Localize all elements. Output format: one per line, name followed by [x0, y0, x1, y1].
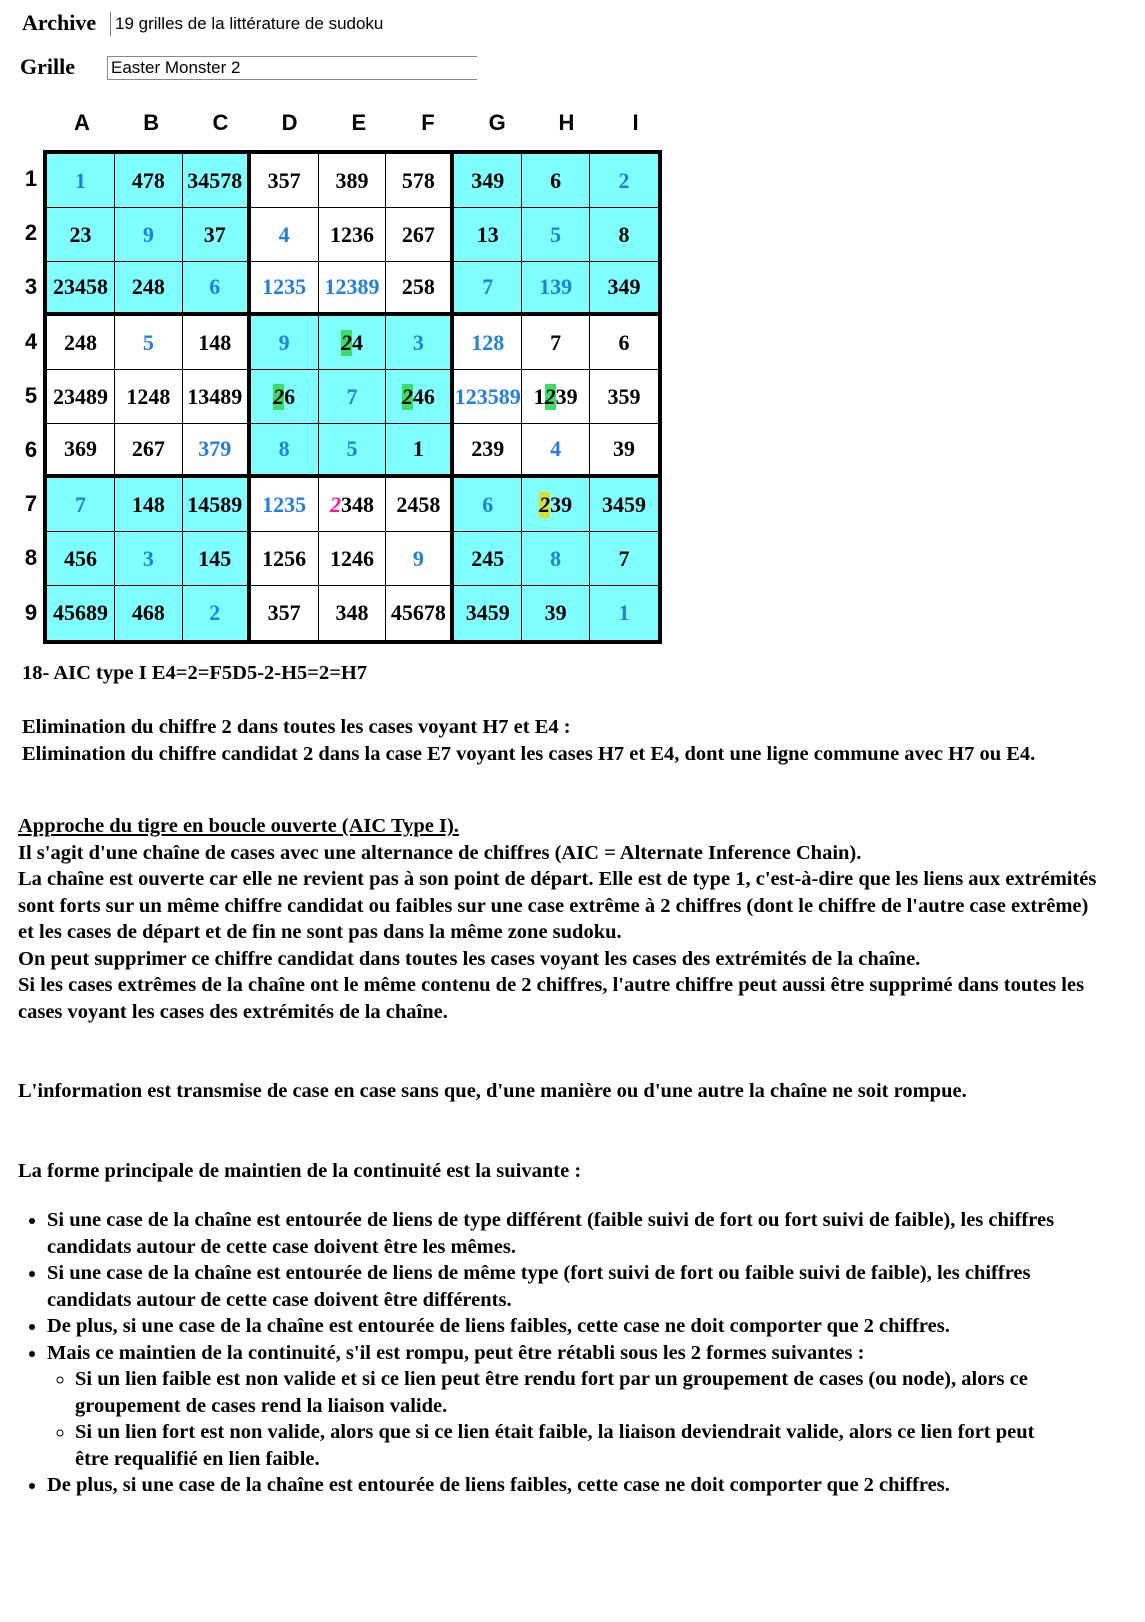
row-header: 2: [24, 220, 38, 246]
grid-cell-H4[interactable]: 7: [522, 316, 590, 370]
grid-cell-I9[interactable]: 1: [590, 586, 658, 640]
rule-item: • Si une case de la chaîne est entourée de liens de même type (fort suivi de fort ou faible suivi de faible), les chiffres candidats autour de cette case doivent être différents.: [47, 1260, 1067, 1313]
grid-cell-A1[interactable]: 1: [47, 154, 115, 208]
grid-cell-I4[interactable]: 6: [590, 316, 658, 370]
grid-cell-H5[interactable]: 1 2 39: [522, 370, 590, 424]
chain-candidate: 2: [544, 383, 556, 409]
grid-cell-E1[interactable]: 389: [319, 154, 387, 208]
grid-cell-E2[interactable]: 1236: [319, 208, 387, 262]
grid-cell-A9[interactable]: 45689: [47, 586, 115, 640]
grid-cell-D9[interactable]: 357: [251, 586, 319, 640]
grid-cell-B1[interactable]: 478: [115, 154, 183, 208]
row-header: 6: [24, 437, 38, 462]
explanation-section: [18, 813, 1108, 1025]
grid-cell-I8[interactable]: 7: [590, 532, 658, 586]
column-header: D: [281, 110, 298, 135]
grid-cell-F2[interactable]: 267: [386, 208, 454, 262]
rule-item: • De plus, si une case de la chaîne est entourée de liens faibles, cette case ne doit comporter que 2 chiffres.: [47, 1472, 1067, 1499]
archive-select[interactable]: 19 grilles de la littérature de sudoku: [110, 12, 485, 36]
grid-cell-C5[interactable]: 13489: [183, 370, 251, 424]
grid-cell-F9[interactable]: 45678: [386, 586, 454, 640]
grid-cell-D5[interactable]: 2 6: [251, 370, 319, 424]
grid-cell-A5[interactable]: 23489: [47, 370, 115, 424]
grid-cell-E8[interactable]: 1246: [319, 532, 387, 586]
grid-cell-E3[interactable]: 12389: [319, 262, 387, 316]
grid-cell-G2[interactable]: 13: [454, 208, 522, 262]
row-header: 9: [24, 599, 38, 625]
chain-candidate: 2: [273, 383, 285, 409]
eliminated-candidate: 2: [329, 491, 341, 517]
grid-cell-G3[interactable]: 7: [454, 262, 522, 316]
grid-cell-D3[interactable]: 1235: [251, 262, 319, 316]
archive-label: Archive: [22, 10, 97, 35]
info-paragraph: L'information est transmise de case en case sans que, d'une manière ou d'une autre la chaîne ne soit rompue.: [18, 1080, 967, 1102]
grid-cell-G8[interactable]: 245: [454, 532, 522, 586]
grid-cell-F3[interactable]: 258: [386, 262, 454, 316]
grid-cell-I3[interactable]: 349: [590, 262, 658, 316]
grid-cell-F1[interactable]: 578: [386, 154, 454, 208]
grid-cell-C6[interactable]: 379: [183, 424, 251, 478]
grid-cell-G7[interactable]: 6: [454, 478, 522, 532]
grid-cell-B4[interactable]: 5: [115, 316, 183, 370]
column-header: G: [488, 110, 506, 135]
grid-cell-C9[interactable]: 2: [183, 586, 251, 640]
grid-cell-I2[interactable]: 8: [590, 208, 658, 262]
column-header: C: [212, 110, 229, 135]
grid-cell-I6[interactable]: 39: [590, 424, 658, 478]
rule-item: • De plus, si une case de la chaîne est entourée de liens faibles, cette case ne doit comporter que 2 chiffres.: [47, 1313, 1067, 1340]
grid-cell-D7[interactable]: 1235: [251, 478, 319, 532]
grid-cell-H2[interactable]: 5: [522, 208, 590, 262]
grid-cell-E7[interactable]: 2 348: [319, 478, 387, 532]
elimination-line-2: Elimination du chiffre candidat 2 dans la case E7 voyant les cases H7 et E4, dont une ligne commune avec H7 ou E4.: [22, 742, 1036, 765]
grid-cell-C1[interactable]: 34578: [183, 154, 251, 208]
grid-cell-I5[interactable]: 359: [590, 370, 658, 424]
rules-list: [0, 1207, 1067, 1499]
grid-cell-B3[interactable]: 248: [115, 262, 183, 316]
grid-cell-G6[interactable]: 239: [454, 424, 522, 478]
column-header: A: [74, 110, 90, 135]
chain-candidate: 2: [539, 491, 551, 517]
grid-cell-C8[interactable]: 145: [183, 532, 251, 586]
sudoku-grid: [43, 150, 662, 644]
grid-cell-F5[interactable]: 2 46: [386, 370, 454, 424]
grid-cell-D4[interactable]: 9: [251, 316, 319, 370]
grid-cell-B2[interactable]: 9: [115, 208, 183, 262]
grid-cell-E4[interactable]: 2 4: [319, 316, 387, 370]
grid-cell-I1[interactable]: 2: [590, 154, 658, 208]
grid-cell-D2[interactable]: 4: [251, 208, 319, 262]
grid-cell-A4[interactable]: 248: [47, 316, 115, 370]
grid-cell-H8[interactable]: 8: [522, 532, 590, 586]
rule-item: [47, 1340, 1067, 1473]
elimination-line-1: Elimination du chiffre 2 dans toutes les cases voyant H7 et E4 :: [22, 716, 571, 738]
row-header: 7: [24, 491, 38, 517]
column-header: E: [351, 110, 367, 135]
grid-cell-C2[interactable]: 37: [183, 208, 251, 262]
grille-label: Grille: [20, 54, 75, 79]
grid-cell-A8[interactable]: 456: [47, 532, 115, 586]
row-header: 5: [24, 382, 38, 408]
grid-cell-E5[interactable]: 7: [319, 370, 387, 424]
grid-cell-H1[interactable]: 6: [522, 154, 590, 208]
grid-cell-B6[interactable]: 267: [115, 424, 183, 478]
explanation-p3: On peut supprimer ce chiffre candidat dans toutes les cases voyant les cases des extrémités de la chaîne.: [18, 947, 921, 970]
grid-cell-C4[interactable]: 148: [183, 316, 251, 370]
column-header: I: [632, 110, 639, 135]
subrules-list: [47, 1366, 1067, 1472]
forme-paragraph: La forme principale de maintien de la continuité est la suivante :: [18, 1160, 582, 1182]
grid-cell-D1[interactable]: 357: [251, 154, 319, 208]
rule-item-text: Mais ce maintien de la continuité, s'il est rompu, peut être rétabli sous les 2 formes suivantes :: [47, 1341, 865, 1364]
explanation-p1: Il s'agit d'une chaîne de cases avec une alternance de chiffres (AIC = Alternate Inference Chain).: [18, 841, 862, 864]
grid-cell-I7[interactable]: 3459: [590, 478, 658, 532]
subrule-item: ◦ Si un lien fort est non valide, alors que si ce lien était faible, la liaison deviendrait valide, alors ce lien fort peut être requalifié en lien faible.: [75, 1419, 1067, 1472]
grid-cell-A3[interactable]: 23458: [47, 262, 115, 316]
grid-cell-H7[interactable]: 2 39: [522, 478, 590, 532]
chain-candidate: 2: [401, 383, 413, 409]
grid-cell-D8[interactable]: 1256: [251, 532, 319, 586]
column-header: B: [143, 110, 160, 135]
grid-cell-H6[interactable]: 4: [522, 424, 590, 478]
grid-cell-G1[interactable]: 349: [454, 154, 522, 208]
grid-cell-D6[interactable]: 8: [251, 424, 319, 478]
grid-cell-C7[interactable]: 14589: [183, 478, 251, 532]
grid-cell-F7[interactable]: 2458: [386, 478, 454, 532]
explanation-heading: Approche du tigre en boucle ouverte (AIC Type I).: [18, 815, 459, 837]
grid-cell-E6[interactable]: 5: [319, 424, 387, 478]
chain-candidate: 2: [340, 329, 352, 355]
explanation-p4: Si les cases extrêmes de la chaîne ont le même contenu de 2 chiffres, l'autre chiffre peut aussi être supprimé dans toutes les cases voyant les cases des extrémités de la chaîne.: [18, 974, 1085, 1023]
grid-cell-F8[interactable]: 9: [386, 532, 454, 586]
grid-cell-G5[interactable]: 123589: [454, 370, 522, 424]
grid-cell-B9[interactable]: 468: [115, 586, 183, 640]
grid-cell-B8[interactable]: 3: [115, 532, 183, 586]
grid-cell-G9[interactable]: 3459: [454, 586, 522, 640]
elimination-text: [22, 714, 1112, 767]
grid-cell-A2[interactable]: 23: [47, 208, 115, 262]
grid-cell-F4[interactable]: 3: [386, 316, 454, 370]
column-header: H: [558, 110, 575, 135]
column-header: F: [421, 110, 435, 135]
grid-cell-B7[interactable]: 148: [115, 478, 183, 532]
grid-cell-G4[interactable]: 128: [454, 316, 522, 370]
row-header: 4: [24, 328, 38, 354]
grille-input[interactable]: [107, 56, 477, 80]
grid-cell-C3[interactable]: 6: [183, 262, 251, 316]
row-header: 8: [24, 545, 38, 571]
row-header: 1: [24, 166, 38, 191]
grid-cell-A6[interactable]: 369: [47, 424, 115, 478]
subrule-item: ◦ Si un lien faible est non valide et si ce lien peut être rendu fort par un groupement de cases (ou node), alors ce groupement de cases rend la liaison valide.: [75, 1366, 1067, 1419]
row-header: 3: [24, 274, 38, 300]
rule-item: • Si une case de la chaîne est entourée de liens de type différent (faible suivi de fort ou fort suivi de faible), les chiffres candidats autour de cette case doivent être les mêmes.: [47, 1207, 1067, 1260]
grid-cell-E9[interactable]: 348: [319, 586, 387, 640]
grid-cell-A7[interactable]: 7: [47, 478, 115, 532]
grid-cell-B5[interactable]: 1248: [115, 370, 183, 424]
explanation-p2: La chaîne est ouverte car elle ne revient pas à son point de départ. Elle est de type 1, c'est-à-dire que les liens aux extrémités sont forts sur un même chiffre candidat ou faibles sur une case extrême à 2 chiffres (dont le chiffre de l'autre case extrême) et les cases de départ et de fin ne sont pas dans la même zone sudoku.: [18, 868, 1097, 943]
technique-title: 18- AIC type I E4=2=F5D5-2-H5=2=H7: [22, 662, 368, 684]
grid-cell-H3[interactable]: 139: [522, 262, 590, 316]
grid-cell-H9[interactable]: 39: [522, 586, 590, 640]
grid-cell-F6[interactable]: 1: [386, 424, 454, 478]
